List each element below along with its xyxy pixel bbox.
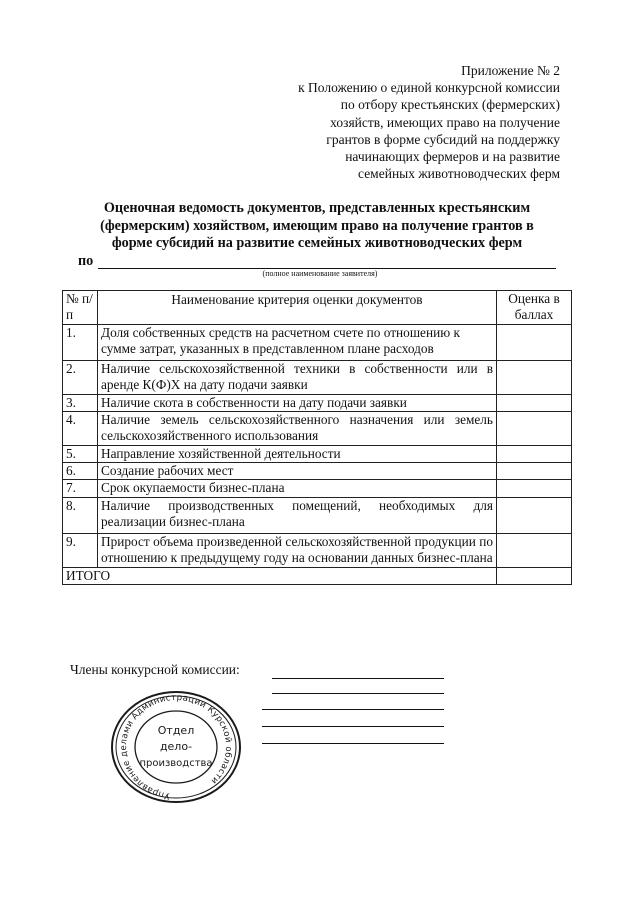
- applicant-hint: (полное наименование заявителя): [262, 269, 378, 278]
- annex-line: хозяйств, имеющих право на получение: [330, 114, 560, 130]
- criteria-table: [62, 290, 572, 585]
- stamp-graphic: [106, 690, 246, 808]
- signature-line[interactable]: [262, 743, 444, 744]
- row-criterion: Направление хозяйственной деятельности: [98, 445, 497, 462]
- table-row: [63, 534, 572, 568]
- row-score-cell[interactable]: [497, 445, 572, 462]
- header-num: № п/п: [63, 291, 98, 325]
- row-num: 8.: [63, 497, 98, 534]
- po-label: по: [78, 253, 94, 269]
- row-num: 2.: [63, 361, 98, 395]
- row-num: 3.: [63, 394, 98, 411]
- row-criterion: Доля собственных средств на расчетном счете по отношению к сумме затрат, указанных в представленном плане расходов: [98, 324, 497, 361]
- row-score-cell[interactable]: [497, 534, 572, 568]
- annex-line: к Положению о единой конкурсной комиссии: [298, 80, 560, 96]
- table-row: [63, 445, 572, 462]
- row-criterion: Создание рабочих мест: [98, 462, 497, 479]
- stamp-line-3: производства: [139, 758, 213, 769]
- title-line: (фермерским) хозяйством, имеющим право на получение грантов в: [100, 217, 534, 234]
- row-score-cell[interactable]: [497, 412, 572, 446]
- row-criterion: Срок окупаемости бизнес-плана: [98, 480, 497, 497]
- table-header-row: [63, 291, 572, 325]
- header-score: Оценка в баллах: [497, 291, 572, 325]
- signature-line[interactable]: [272, 678, 444, 679]
- commission-members-label: Члены конкурсной комиссии:: [70, 662, 240, 677]
- total-score-cell[interactable]: [497, 567, 572, 584]
- table-row: [63, 462, 572, 479]
- annex-line: грантов в форме субсидий на поддержку: [326, 131, 560, 147]
- office-stamp: [106, 690, 246, 808]
- row-num: 5.: [63, 445, 98, 462]
- table-row: [63, 497, 572, 534]
- annex-line: по отбору крестьянских (фермерских): [340, 97, 560, 113]
- table-row: [63, 480, 572, 497]
- signature-line[interactable]: [262, 709, 444, 710]
- row-num: 4.: [63, 412, 98, 446]
- row-score-cell[interactable]: [497, 394, 572, 411]
- row-criterion: Наличие земель сельскохозяйственного назначения или земель сельскохозяйственного использования: [98, 412, 497, 446]
- annex-header: [230, 62, 560, 182]
- stamp-line-1: Отдел: [157, 724, 195, 737]
- signature-line[interactable]: [272, 693, 444, 694]
- annex-line: семейных животноводческих ферм: [358, 166, 560, 182]
- row-criterion: Наличие сельскохозяйственной техники в собственности или в аренде К(Ф)Х на дату подачи заявки: [98, 361, 497, 395]
- table-row: [63, 394, 572, 411]
- row-num: 9.: [63, 534, 98, 568]
- table-row: [63, 324, 572, 361]
- applicant-line: [78, 253, 556, 270]
- document-title: [62, 200, 572, 253]
- row-score-cell[interactable]: [497, 361, 572, 395]
- table-row: [63, 412, 572, 446]
- row-num: 1.: [63, 324, 98, 361]
- row-criterion: Прирост объема произведенной сельскохозяйственной продукции по отношению к предыдущему году на основании данных бизнес-плана: [98, 534, 497, 568]
- annex-line: Приложение № 2: [461, 63, 560, 78]
- table-total-row: [63, 567, 572, 584]
- row-num: 7.: [63, 480, 98, 497]
- row-score-cell[interactable]: [497, 480, 572, 497]
- row-criterion: Наличие скота в собственности на дату подачи заявки: [98, 394, 497, 411]
- row-score-cell[interactable]: [497, 462, 572, 479]
- title-line: форме субсидий на развитие семейных животноводческих ферм: [111, 235, 523, 251]
- row-num: 6.: [63, 462, 98, 479]
- stamp-line-2: дело-: [159, 740, 193, 753]
- row-score-cell[interactable]: [497, 324, 572, 361]
- row-score-cell[interactable]: [497, 497, 572, 534]
- row-criterion: Наличие производственных помещений, необходимых для реализации бизнес-плана: [98, 497, 497, 534]
- header-name: Наименование критерия оценки документов: [98, 291, 497, 325]
- annex-line: начинающих фермеров и на развитие: [345, 149, 560, 165]
- total-label: ИТОГО: [63, 567, 497, 584]
- signature-line[interactable]: [262, 726, 444, 727]
- stamp-ring-text: Управление делами Администрации Курской области: [119, 692, 234, 801]
- title-line: Оценочная ведомость документов, представленных крестьянским: [103, 200, 531, 216]
- table-row: [63, 361, 572, 395]
